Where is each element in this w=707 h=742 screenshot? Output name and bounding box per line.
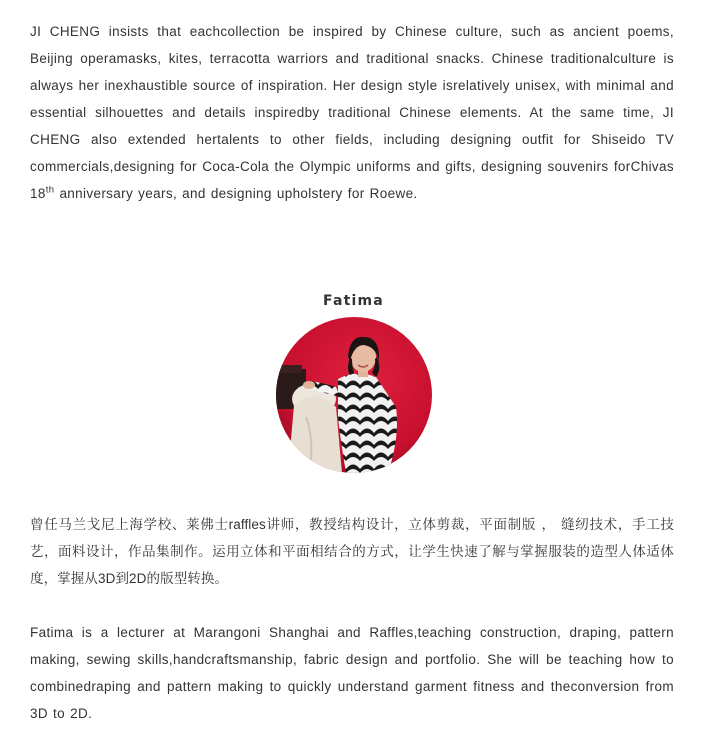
intro-paragraph (30, 18, 674, 207)
intro-text: JI CHENG insists that eachcollection be inspired by Chinese culture, such as ancient poems, Beijing operamasks, kites, terracotta warriors and traditional snacks. Chinese traditionalculture is always her inexhaustible source of inspiration. Her design style isrelatively unisex, with minimal and essential silhouettes and details inspiredby traditional Chinese elements. At the same time, JI CHENG also extended hertalents to other fields, including designing outfit for Shiseido TV commercials,designing for Coca-Cola the Olympic uniforms and gifts, designing souvenirs forChivas 18 (30, 24, 674, 201)
bio-english-paragraph: Fatima is a lecturer at Marangoni Shanghai and Raffles,teaching construction, draping, pattern making, sewing skills,handcraftsmanship, fabric design and portfolio. She will be teaching how to combinedraping and pattern making to quickly understand garment fitness and theconversion from 3D to 2D. (30, 625, 674, 721)
ordinal-suffix: th (45, 184, 55, 196)
bio-chinese-paragraph: 曾任马兰戈尼上海学校、莱佛士raffles讲师，教授结构设计，立体剪裁，平面制版 ， 缝纫技术，手工技艺，面料设计，作品集制作。运用立体和平面相结合的方式，让学生快速了解与掌握服装的造型人体适体度，掌握从3D到2D的版型转换。 (30, 517, 674, 586)
intro-text-end: anniversary years, and designing upholstery for Roewe. (54, 186, 418, 201)
teacher-photo (276, 317, 432, 473)
portrait-photo-icon (276, 317, 432, 473)
teacher-name: Fatima (323, 293, 384, 309)
